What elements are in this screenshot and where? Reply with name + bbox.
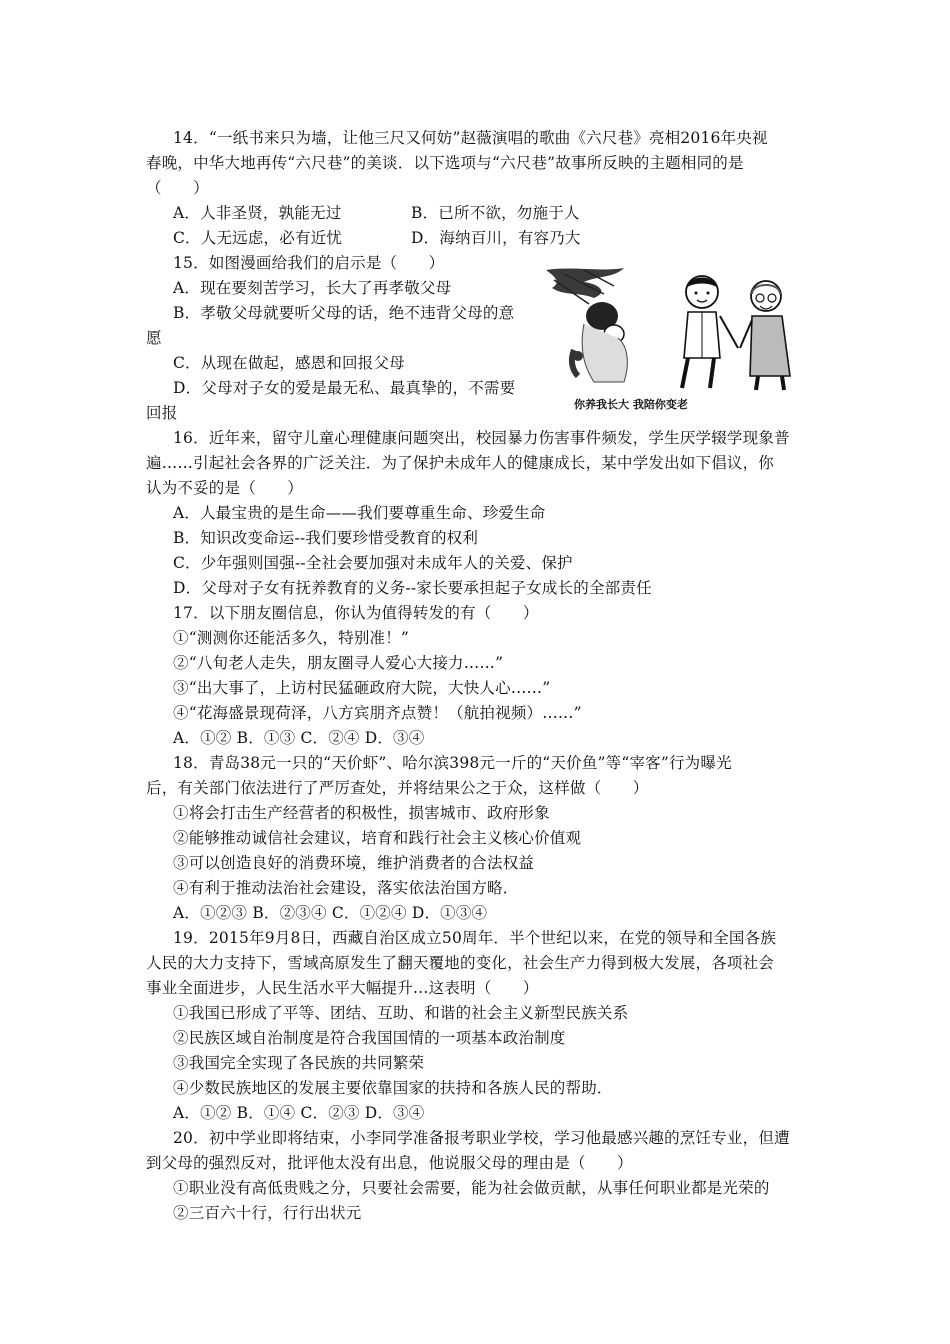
q19-stem-line-1: 19．2015年9月8日，西藏自治区成立50周年．半个世纪以来，在党的领导和全国各族 [173, 929, 777, 947]
q19-stem-line-2: 人民的大力支持下，雪域高原发生了翻天覆地的变化，社会生产力得到极大发展，各项社会 [146, 954, 775, 972]
q19-item-4: ④少数民族地区的发展主要依靠国家的扶持和各族人民的帮助． [173, 1079, 613, 1097]
q16-option-c: C．少年强则国强--全社会要加强对未成年人的关爱、保护 [173, 554, 573, 572]
q14-option-d: D．海纳百川，有容乃大 [411, 229, 581, 247]
q14-option-a: A．人非圣贤，孰能无过 [173, 204, 342, 222]
q17-item-4: ④“花海盛景现荷泽，八方宾朋齐点赞！（航拍视频）……” [173, 704, 582, 722]
q17-stem: 17．以下朋友圈信息，你认为值得转发的有（ ） [173, 604, 539, 622]
q19-item-3: ③我国完全实现了各民族的共同繁荣 [173, 1054, 425, 1072]
q16-stem-line-3: 认为不妥的是（ ） [146, 479, 304, 497]
q16-option-b: B．知识改变命运--我们要珍惜受教育的权利 [173, 529, 479, 547]
q17-options: A．①② B．①③ C．②④ D．③④ [173, 729, 425, 747]
q19-item-1: ①我国已形成了平等、团结、互助、和谐的社会主义新型民族关系 [173, 1004, 629, 1022]
q16-stem-line-2: 遍……引起社会各界的广泛关注．为了保护未成年人的健康成长，某中学发出如下倡议，你 [146, 454, 775, 472]
q20-stem-line-1: 20．初中学业即将结束，小李同学准备报考职业学校，学习他最感兴趣的烹饪专业，但遭 [173, 1129, 790, 1147]
q18-item-4: ④有利于推动法治社会建设，落实依法治国方略． [173, 879, 519, 897]
q15-option-d-line-2: 回报 [146, 404, 178, 422]
q20-item-2: ②三百六十行，行行出状元 [173, 1204, 362, 1222]
q17-item-2: ②“八旬老人走失，朋友圈寻人爱心大接力……” [173, 654, 504, 672]
q14-option-b: B．已所不欲，勿施于人 [411, 204, 580, 222]
comic-caption: 你养我长大 我陪你变老 [574, 398, 688, 411]
q19-options: A．①② B．①④ C．②③ D．③④ [173, 1104, 425, 1122]
q18-item-2: ②能够推动诚信社会建议，培育和践行社会主义核心价值观 [173, 829, 582, 847]
q18-item-1: ①将会打击生产经营者的积极性，损害城市、政府形象 [173, 804, 550, 822]
q16-stem-line-1: 16．近年来，留守儿童心理健康问题突出，校园暴力伤害事件频发，学生厌学辍学现象普 [173, 429, 790, 447]
q17-item-1: ①“测测你还能活多久，特别准！” [173, 629, 410, 647]
comic-drawing [544, 264, 802, 394]
q15-option-b-line-1: B．孝敬父母就要听父母的话，绝不违背父母的意 [173, 304, 515, 322]
q16-option-d: D．父母对子女有抚养教育的义务--家长要承担起子女成长的全部责任 [173, 579, 652, 597]
q14-stem-line-2: 春晚，中华大地再传“六尺巷”的美谈．以下选项与“六尺巷”故事所反映的主题相同的是 [146, 154, 744, 172]
q14-stem-line-1: 14．“一纸书来只为墙，让他三尺又何妨”赵薇演唱的歌曲《六尺巷》亮相2016年央视 [173, 129, 768, 147]
q15-option-c: C．从现在做起，感恩和回报父母 [173, 354, 405, 372]
q15-option-d-line-1: D．父母对子女的爱是最无私、最真挚的，不需要 [173, 379, 516, 397]
q19-stem-line-3: 事业全面进步，人民生活水平大幅提升…这表明（ ） [146, 979, 539, 997]
q20-item-1: ①职业没有高低贵贱之分，只要社会需要，能为社会做贡献，从事任何职业都是光荣的 [173, 1179, 770, 1197]
comic-illustration [544, 264, 802, 420]
q18-stem-line-1: 18．青岛38元一只的“天价虾”、哈尔滨398元一斤的“天价鱼”等“宰客”行为曝光 [173, 754, 732, 772]
q17-item-3: ③“出大事了，上访村民猛砸政府大院，大快人心……” [173, 679, 551, 697]
q15-option-a: A．现在要刻苦学习，长大了再孝敬父母 [173, 279, 452, 297]
q18-stem-line-2: 后，有关部门依法进行了严厉查处，并将结果公之于众，这样做（ ） [146, 779, 649, 797]
q16-option-a: A．人最宝贵的是生命——我们要尊重生命、珍爱生命 [173, 504, 546, 522]
q19-item-2: ②民族区域自治制度是符合我国国情的一项基本政治制度 [173, 1029, 566, 1047]
q15-stem: 15．如图漫画给我们的启示是（ ） [173, 254, 445, 272]
q20-stem-line-2: 到父母的强烈反对，批评他太没有出息，他说服父母的理由是（ ） [146, 1154, 633, 1172]
q14-option-c: C．人无远虑，必有近忧 [173, 229, 343, 247]
q15-option-b-line-2: 愿 [146, 329, 162, 347]
q14-stem-line-3: （ ） [146, 179, 209, 197]
q18-item-3: ③可以创造良好的消费环境，维护消费者的合法权益 [173, 854, 535, 872]
q18-options: A．①②③ B．②③④ C．①②④ D．①③④ [173, 904, 488, 922]
